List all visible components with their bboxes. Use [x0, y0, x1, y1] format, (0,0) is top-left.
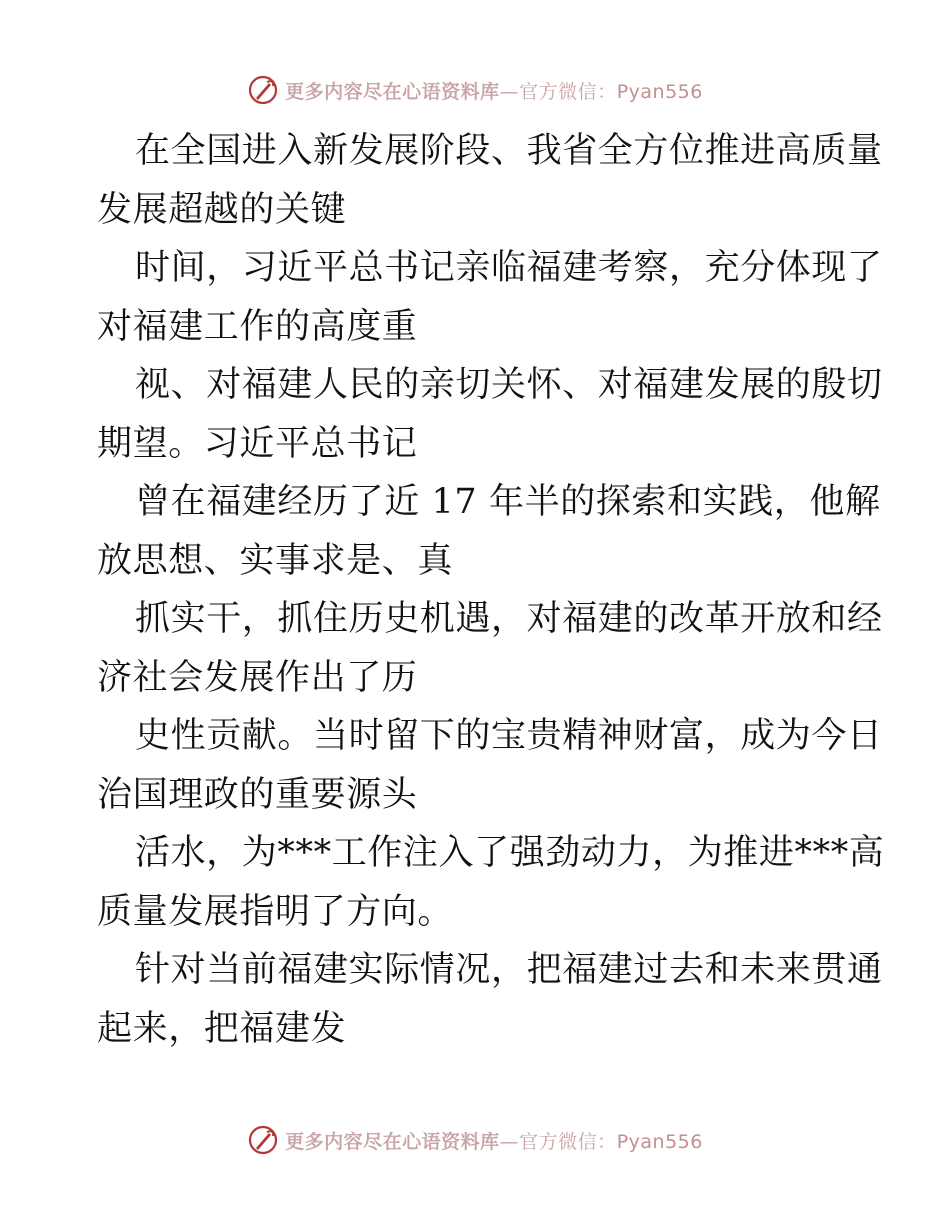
text-line: 对福建工作的高度重: [97, 306, 418, 347]
body-text: [97, 122, 885, 1058]
text-line: 济社会发展作出了历: [97, 657, 418, 698]
footer-watermark: [0, 1120, 950, 1160]
watermark-wechat-id: Pyan556: [616, 1130, 703, 1153]
watermark-separator: —: [499, 1130, 520, 1153]
watermark-wechat-id: Pyan556: [616, 80, 703, 103]
text-line: 抓实干，抓住历史机遇，对福建的改革开放和经: [135, 599, 883, 639]
text-line: 起来，把福建发: [97, 1008, 347, 1049]
watermark-main-text: 更多内容尽在心语资料库: [285, 80, 500, 103]
text-line: 时间，习近平总书记亲临福建考察，充分体现了: [135, 248, 883, 288]
text-line: 发展超越的关键: [97, 189, 347, 230]
watermark-wechat-label: 官方微信：: [519, 1130, 617, 1153]
watermark-wechat-label: 官方微信：: [519, 80, 617, 103]
watermark-main-text: 更多内容尽在心语资料库: [285, 1130, 500, 1153]
text-line: 活水，为***工作注入了强劲动力，为推进***高: [135, 833, 885, 873]
text-line: 在全国进入新发展阶段、我省全方位推进高质量: [135, 131, 883, 171]
header-watermark: [0, 70, 950, 110]
watermark-separator: —: [499, 80, 520, 103]
text-line: 期望。习近平总书记: [97, 423, 418, 464]
quill-pen-icon: [247, 74, 279, 106]
text-line: 史性贡献。当时留下的宝贵精神财富，成为今日: [135, 716, 883, 756]
text-line: 治国理政的重要源头: [97, 774, 418, 815]
text-line: 放思想、实事求是、真: [97, 540, 454, 581]
text-line: 质量发展指明了方向。: [97, 891, 454, 932]
quill-pen-icon: [247, 1124, 279, 1156]
text-line: 针对当前福建实际情况，把福建过去和未来贯通: [135, 950, 883, 990]
text-line: 视、对福建人民的亲切关怀、对福建发展的殷切: [135, 365, 883, 405]
text-line: 曾在福建经历了近 17 年半的探索和实践，他解: [135, 482, 881, 522]
